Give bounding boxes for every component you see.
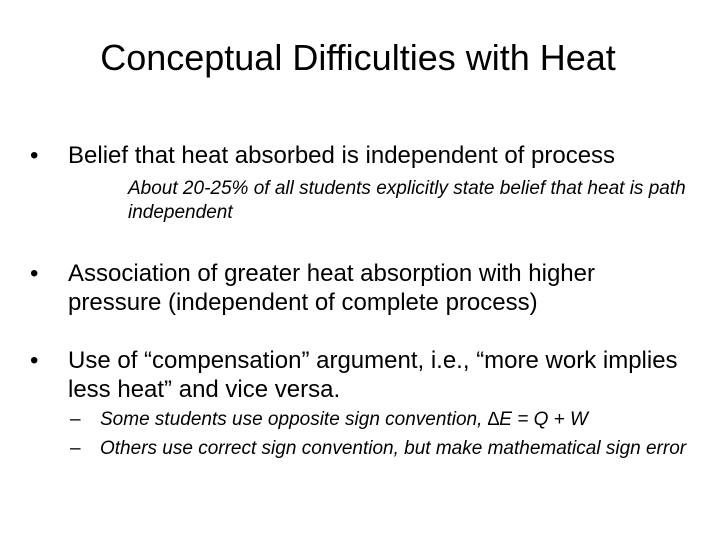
slide-title: Conceptual Difficulties with Heat — [100, 37, 616, 78]
sub-item-text: Others use correct sign convention, but make mathematical sign error — [100, 438, 687, 459]
bullet-note: About 20-25% of all students explicitly state belief that heat is path independent — [128, 178, 686, 223]
bullet-item — [30, 259, 690, 317]
bullet-text: Use of “compensation” argument, i.e., “more work implies less heat” and vice versa. — [68, 347, 678, 403]
bullet-item — [30, 346, 690, 404]
bullet-marker: • — [30, 347, 39, 374]
bullet-marker: • — [30, 142, 39, 169]
dash-marker: – — [70, 438, 81, 459]
sub-item — [70, 408, 710, 432]
sub-item-text: Some students use opposite sign convention, ∆E = Q + W — [100, 409, 588, 430]
bullet-text: Belief that heat absorbed is independent of process — [68, 142, 616, 169]
bullet-item — [30, 141, 690, 170]
bullet-text: Association of greater heat absorption with higher pressure (independent of complete process) — [68, 260, 595, 316]
bullet-marker: • — [30, 260, 39, 287]
sub-item — [70, 437, 710, 461]
dash-marker: – — [70, 409, 81, 430]
